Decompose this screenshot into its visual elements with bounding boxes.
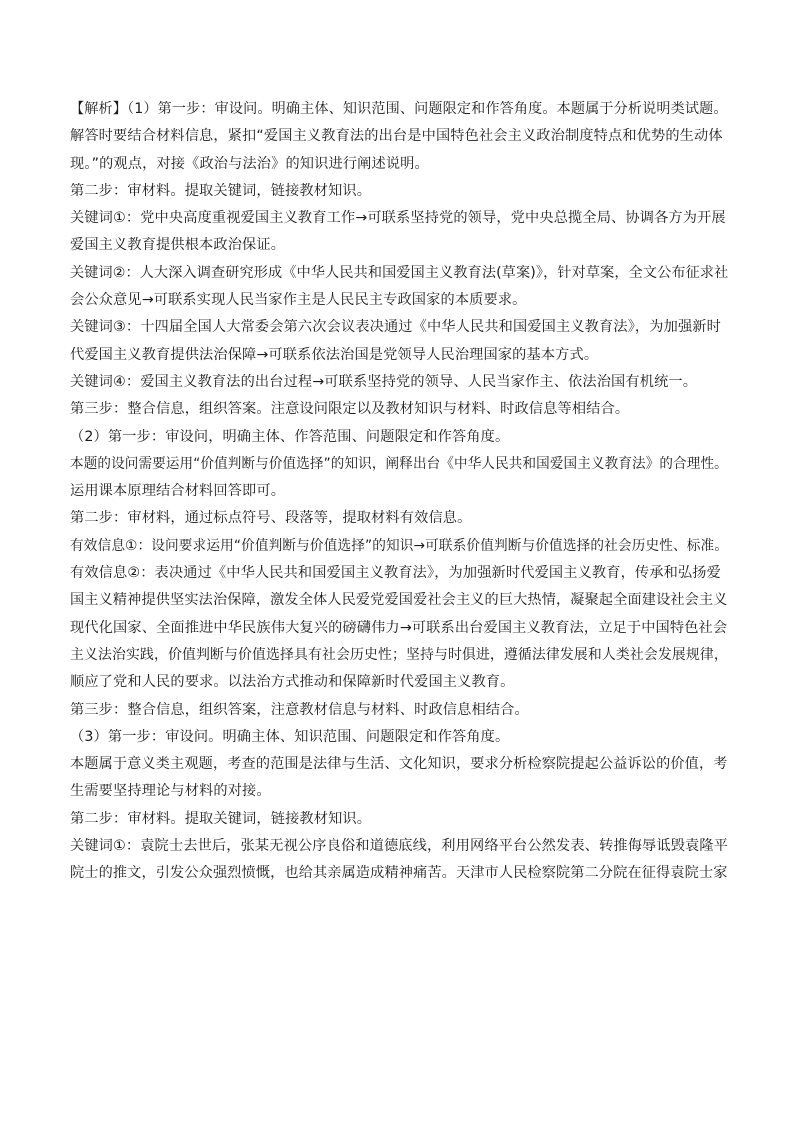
text-line: 国主义精神提供坚实法治保障，激发全体人民爱党爱国爱社会主义的巨大热情，凝聚起全面建设社会主义	[70, 592, 728, 609]
text-line: 现。”的观点，对接《政治与法治》的知识进行阐述说明。	[70, 155, 429, 172]
analysis-text-body	[70, 96, 728, 888]
text-line: 第二步：审材料，通过标点符号、段落等，提取材料有效信息。	[70, 510, 472, 527]
text-line: （3）第一步：审设问。明确主体、知识范围、问题限定和作答角度。	[70, 728, 510, 745]
text-line: 有效信息①：设问要求运用“价值判断与价值选择”的知识→可联系价值判断与价值选择的社会历史性、标准。	[70, 537, 729, 554]
text-line: 第三步：整合信息，组织答案，注意教材信息与材料、时政信息相结合。	[70, 701, 529, 718]
text-line: 爱国主义教育提供根本政治保证。	[70, 237, 286, 254]
text-line: 院士的推文，引发公众强烈愤慨，也给其亲属造成精神痛苦。天津市人民检察院第二分院在征得袁院士家	[70, 865, 728, 882]
text-line: 有效信息②：表决通过《中华人民共和国爱国主义教育法》，为加强新时代爱国主义教育，传承和弘扬爱	[70, 565, 721, 582]
text-line: 本题属于意义类主观题，考查的范围是法律与生活、文化知识，要求分析检察院提起公益诉讼的价值，考	[70, 756, 728, 773]
text-line: 关键词④：爱国主义教育法的出台过程→可联系坚持党的领导、人民当家作主、依法治国有机统一。	[70, 373, 698, 390]
text-line: 会公众意见→可联系实现人民当家作主是人民民主专政国家的本质要求。	[70, 292, 527, 309]
text-line: （2）第一步：审设问，明确主体、作答范围、问题限定和作答角度。	[70, 428, 510, 445]
text-line: 主义法治实践，价值判断与价值选择具有社会历史性；坚持与时俱进，遵循法律发展和人类社会发展规律，	[70, 646, 728, 663]
text-line: 第二步：审材料。提取关键词，链接教材知识。	[70, 810, 372, 827]
text-line: 现代化国家、全面推进中华民族伟大复兴的磅礴伟力→可联系出台爱国主义教育法，立足于中国特色社会	[70, 619, 728, 636]
text-line: 【解析】（1）第一步：审设问。明确主体、知识范围、问题限定和作答角度。本题属于分析说明类试题。	[70, 101, 728, 117]
text-line: 解答时要结合材料信息，紧扣“爱国主义教育法的出台是中国特色社会主义政治制度特点和优势的生动体	[70, 128, 723, 145]
text-line: 第二步：审材料。提取关键词，链接教材知识。	[70, 182, 372, 199]
text-line: 关键词②：人大深入调查研究形成《中华人民共和国爱国主义教育法(草案)》，针对草案，全文公布征求社	[70, 264, 729, 281]
text-line: 关键词③：十四届全国人大常委会第六次会议表决通过《中华人民共和国爱国主义教育法》，为加强新时	[70, 319, 721, 336]
text-line: 运用课本原理结合材料回答即可。	[70, 483, 286, 500]
text-line: 第三步：整合信息，组织答案。注意设问限定以及教材知识与材料、时政信息等相结合。	[70, 401, 630, 418]
text-line: 代爱国主义教育提供法治保障→可联系依法治国是党领导人民治理国家的基本方式。	[70, 346, 599, 363]
text-line: 本题的设问需要运用“价值判断与价值选择”的知识，阐释出台《中华人民共和国爱国主义教育法》的合理性。	[70, 455, 728, 472]
text-line: 关键词①：党中央高度重视爱国主义教育工作→可联系坚持党的领导，党中央总揽全局、协调各方为开展	[70, 210, 726, 227]
text-line: 生需要坚持理论与材料的对接。	[70, 783, 271, 800]
text-line: 关键词①：袁院士去世后，张某无视公序良俗和道德底线，利用网络平台公然发表、转推侮辱诋毁袁隆平	[70, 838, 729, 855]
text-line: 顺应了党和人民的要求。以法治方式推动和保障新时代爱国主义教育。	[70, 674, 515, 691]
